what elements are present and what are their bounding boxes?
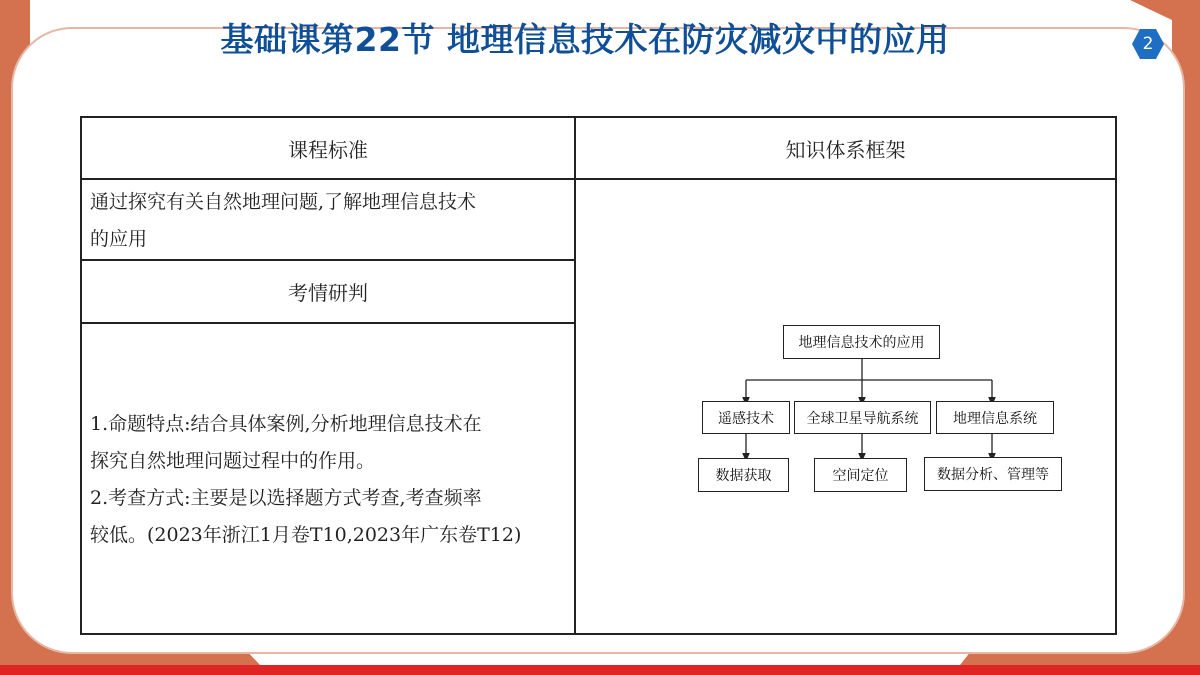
analysis-line: 2.考查方式:主要是以选择题方式考查,考查频率 [90, 487, 482, 509]
tech-box-gnss: 全球卫星导航系统 [794, 401, 931, 434]
analysis-header: 考情研判 [288, 281, 368, 305]
function-box-data-acquisition: 数据获取 [698, 458, 789, 492]
framework-cell [576, 180, 1115, 633]
analysis-cell [82, 324, 576, 633]
header-framework: 知识体系框架 [785, 137, 906, 162]
function-box-positioning: 空间定位 [814, 458, 907, 492]
analysis-line: 较低。(2023年浙江1月卷T10,2023年广东卷T12) [90, 524, 522, 546]
bottom-red-bar [0, 665, 1200, 675]
page-number-badge [1131, 28, 1165, 60]
tech-box-gis: 地理信息系统 [936, 401, 1054, 434]
tech-box-remote-sensing: 遥感技术 [702, 401, 790, 434]
analysis-line: 1.命题特点:结合具体案例,分析地理信息技术在 [90, 413, 482, 435]
standard-line: 通过探究有关自然地理问题,了解地理信息技术 [90, 191, 477, 213]
page-number: 2 [1142, 34, 1154, 54]
analysis-header-cell [82, 261, 576, 324]
standard-cell [82, 180, 576, 261]
header-standard: 课程标准 [288, 137, 368, 162]
header-standard-cell [82, 118, 576, 180]
standard-line: 的应用 [90, 228, 148, 250]
slide-title: 基础课第22节 地理信息技术在防灾减灾中的应用 [220, 20, 950, 59]
header-framework-cell [576, 118, 1115, 180]
course-table [80, 116, 1117, 635]
framework-root-box: 地理信息技术的应用 [783, 325, 940, 359]
function-box-analysis: 数据分析、管理等 [924, 457, 1062, 491]
analysis-line: 探究自然地理问题过程中的作用。 [90, 450, 376, 472]
